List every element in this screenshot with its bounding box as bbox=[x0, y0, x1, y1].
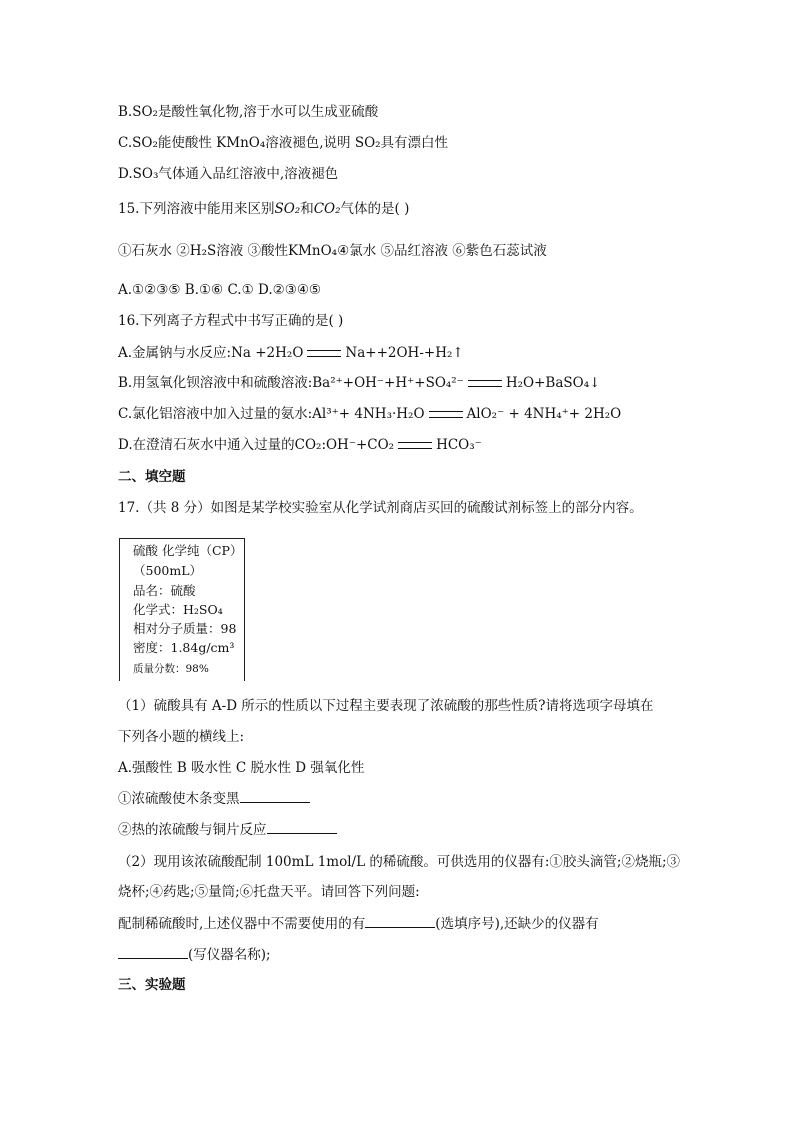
option-14-b: B.SO₂是酸性氧化物,溶于水可以生成亚硫酸 bbox=[118, 104, 379, 120]
q15-stem-a: 15.下列溶液中能用来区别 bbox=[118, 201, 275, 217]
option-14-d: D.SO₃气体通入品红溶液中,溶液褪色 bbox=[118, 166, 339, 182]
equals-sign bbox=[468, 380, 502, 387]
q17-part1-line-b: 下列各小题的横线上: bbox=[118, 729, 245, 745]
section-heading-fill-in: 二、填空题 bbox=[118, 469, 186, 485]
label-line-6: 密度：1.84g/cm³ bbox=[133, 640, 235, 655]
q17-choices: A.强酸性 B 吸水性 C 脱水性 D 强氧化性 bbox=[118, 760, 365, 776]
q17-part2-line-a: （2）现用该浓硫酸配制 100mL 1mol/L 的稀硫酸。可供选用的仪器有:①胶头滴管;②烧瓶;③ bbox=[118, 854, 680, 870]
question-17-stem: 17.（共 8 分）如图是某学校实验室从化学试剂商店买回的硫酸试剂标签上的部分内容。 bbox=[118, 500, 643, 516]
question-15-options: A.①②③⑤ B.①⑥ C.① D.②③④⑤ bbox=[118, 282, 322, 298]
q15-co2: CO₂ bbox=[313, 201, 341, 217]
q17-sub2-text: ②热的浓硫酸与铜片反应 bbox=[118, 822, 267, 838]
q15-stem-b: 和 bbox=[300, 201, 314, 217]
q16-c-right: AlO₂⁻ + 4NH₄⁺+ 2H₂O bbox=[466, 406, 622, 422]
equals-sign bbox=[398, 442, 432, 449]
question-16-option-b bbox=[118, 374, 600, 392]
q17-part2-line-b: 烧杯;④药匙;⑤量筒;⑥托盘天平。请回答下列问题: bbox=[118, 884, 420, 900]
q15-stem-c: 气体的是( ) bbox=[340, 201, 410, 217]
q16-a-left: A.金属钠与水反应:Na +2H₂O bbox=[118, 345, 304, 361]
question-16-option-d bbox=[118, 436, 482, 454]
q16-c-left: C.氯化铝溶液中加入过量的氨水:Al³⁺+ 4NH₃·H₂O bbox=[118, 406, 425, 422]
label-line-1: 硫酸 化学纯（CP） bbox=[133, 543, 243, 558]
q17-sub1 bbox=[118, 789, 310, 808]
label-line-7: 质量分数：98% bbox=[133, 663, 209, 675]
q16-b-left: B.用氢氧化钡溶液中和硫酸溶液:Ba²⁺+OH⁻+H⁺+SO₄²⁻ bbox=[118, 375, 464, 391]
q15-so2: SO₂ bbox=[274, 201, 301, 217]
question-15-stem bbox=[118, 200, 409, 218]
equals-sign bbox=[429, 411, 463, 418]
q17-sub2 bbox=[118, 820, 337, 839]
q17-sub1-text: ①浓硫酸使木条变黑 bbox=[118, 791, 240, 807]
option-14-c: C.SO₂能使酸性 KMnO₄溶液褪色,说明 SO₂具有漂白性 bbox=[118, 135, 449, 151]
equals-sign bbox=[307, 350, 341, 357]
q17-part2-line-c bbox=[118, 914, 599, 933]
question-16-option-c bbox=[118, 405, 621, 423]
label-line-5: 相对分子质量：98 bbox=[133, 621, 237, 636]
answer-blank[interactable] bbox=[267, 820, 337, 834]
answer-blank[interactable] bbox=[365, 914, 435, 928]
label-line-4: 化学式：H₂SO₄ bbox=[133, 602, 223, 617]
q16-d-left: D.在澄清石灰水中通入过量的CO₂:OH⁻+CO₂ bbox=[118, 437, 395, 453]
q16-a-right: Na++2OH-+H₂↑ bbox=[345, 345, 464, 361]
q17-part2-c2: (选填序号),还缺少的仪器有 bbox=[435, 916, 599, 932]
answer-blank[interactable] bbox=[118, 945, 188, 959]
question-15-items: ①石灰水 ②H₂S溶液 ③酸性KMnO₄④氯水 ⑤品红溶液 ⑥紫色石蕊试液 bbox=[118, 243, 547, 259]
question-16-option-a bbox=[118, 344, 464, 362]
q17-part1-line-a: （1）硫酸具有 A-D 所示的性质以下过程主要表现了浓硫酸的那些性质?请将选项字母填在 bbox=[118, 698, 654, 714]
question-16-stem: 16.下列离子方程式中书写正确的是( ) bbox=[118, 313, 344, 329]
q16-b-right: H₂O+BaSO₄↓ bbox=[505, 375, 601, 391]
label-line-3: 品名：硫酸 bbox=[133, 583, 196, 598]
q17-part2-line-d bbox=[118, 945, 271, 964]
q17-part2-d: (写仪器名称); bbox=[188, 947, 271, 963]
q17-part2-c1: 配制稀硫酸时,上述仪器中不需要使用的有 bbox=[118, 916, 366, 932]
answer-blank[interactable] bbox=[240, 789, 310, 803]
q16-d-right: HCO₃⁻ bbox=[436, 437, 482, 453]
section-heading-experiment: 三、实验题 bbox=[118, 977, 186, 993]
label-line-2: （500mL） bbox=[133, 563, 203, 578]
